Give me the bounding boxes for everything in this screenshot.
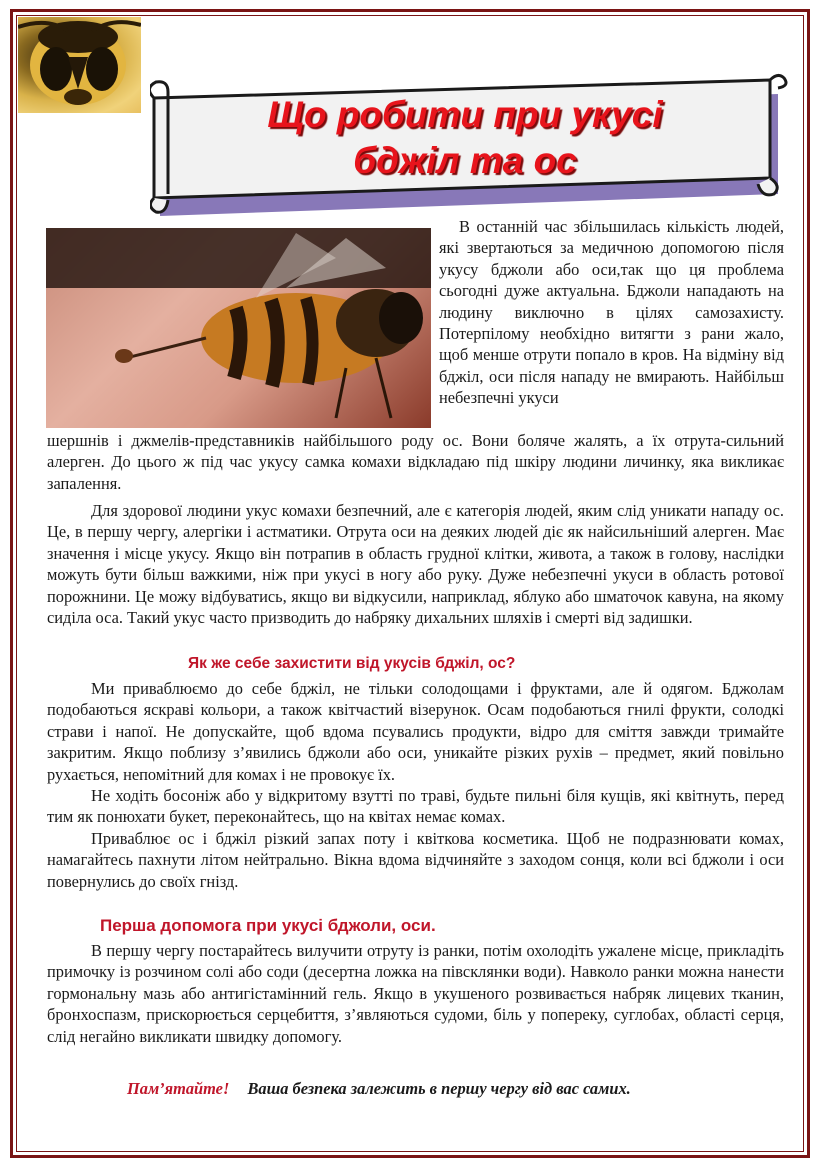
protection-section: [47, 678, 784, 892]
page-title: [165, 92, 765, 184]
wasp-photo: [18, 17, 141, 113]
first-aid-paragraph: В першу чергу постарайтесь вилучити отруту із ранки, потім охолодіть ужалене місце, прикладіть примочку із розчином солі або соди (десертна ложка на півсклянки води). Навколо ранки можна нанести гормональну мазь або антигістамінний гель. Якщо в укушеного розвивається набряк лицевих тканин, бронхоспазм, прискорюється серцебиття, з’являються судоми, біль у попереку, суглобах, області серця, слід негайно викликати швидку допомогу.: [47, 941, 784, 1046]
closing-note: [127, 1079, 631, 1099]
protection-paragraph-2: Не ходіть босоніж або у відкритому взутті по траві, будьте пильні біля кущів, які квітнуть, перед тим як понюхати букет, переконайтесь, що на квітах немає комах.: [47, 786, 784, 827]
bee-on-skin-photo: [46, 228, 431, 428]
remember-label: Пам’ятайте!: [127, 1079, 230, 1098]
intro-text-continued: шершнів і джмелів-представників найбільшого роду ос. Вони боляче жалять, а їх отрута-сильний алерген. До цього ж під час укусу самка комахи відкладаю під шкіру людини личинку, яка викликає запалення.: [47, 431, 784, 493]
title-line-2: бджіл та ос: [353, 140, 577, 181]
risk-groups-paragraph: Для здорової людини укус комахи безпечний, але є категорія людей, яким слід уникати нападу ос. Це, в першу чергу, алергіки і астматики. Отрута оси на деяких людей діє як найсильніший алерген. Має значення і місце укусу. Якщо він потрапив в область грудної клітки, живота, а також в голову, наслідки можуть бути більш важкими, ніж при укусі в ногу або руку. Дуже небезпечні укуси в область ротової порожнини. Це можу відбуватись, якщо ви відкусили, наприклад, яблуко або шматочок кавуна, на якому сиділа оса. Такий укус часто призводить до набряку дихальних шляхів і смерті від задишки.: [47, 501, 784, 628]
protection-heading: Як же себе захистити від укусів бджіл, ос?: [188, 655, 516, 672]
closing-message: Ваша безпека залежить в першу чергу від вас самих.: [247, 1079, 631, 1098]
intro-text-right: В останній час збільшилась кількість людей, які звертаються за медичною допомогою після укусу бджоли або оси,так що ця проблема сьогодні дуже актуальна. Бджоли нападають на людину виключно в цілях самозахисту. Потерпілому необхідно витягти з рани жало, щоб менше отрути попало в кров. На відміну від бджіл, оси після нападу не вмирають. Найбільш небезпечні укуси: [439, 217, 784, 408]
protection-paragraph-1: Ми приваблюємо до себе бджіл, не тільки солодощами і фруктами, але й одягом. Бджолам подобаються яскраві кольори, а також квітчастий візерунок. Осам подобаються гнилі фрукти, солодкі страви і напої. Не допускайте, щоб вдома псувались продукти, відро для сміття завжди тримайте закритим. Якщо поблизу з’явились бджоли або оси, уникайте різких рухів – предмет, який повільно рухається, непомітний для комах і не провокує їх.: [47, 679, 784, 784]
title-line-1: Що робити при укусі: [267, 94, 663, 135]
protection-paragraph-3: Приваблює ос і бджіл різкий запах поту і квіткова косметика. Щоб не подразнювати комах, намагайтесь пахнути літом нейтрально. Вікна вдома відчиняйте з заходом сонця, коли всі бджоли і оси повернулись до своїх гнізд.: [47, 828, 784, 891]
first-aid-heading: Перша допомога при укусі бджоли, оси.: [100, 916, 436, 935]
